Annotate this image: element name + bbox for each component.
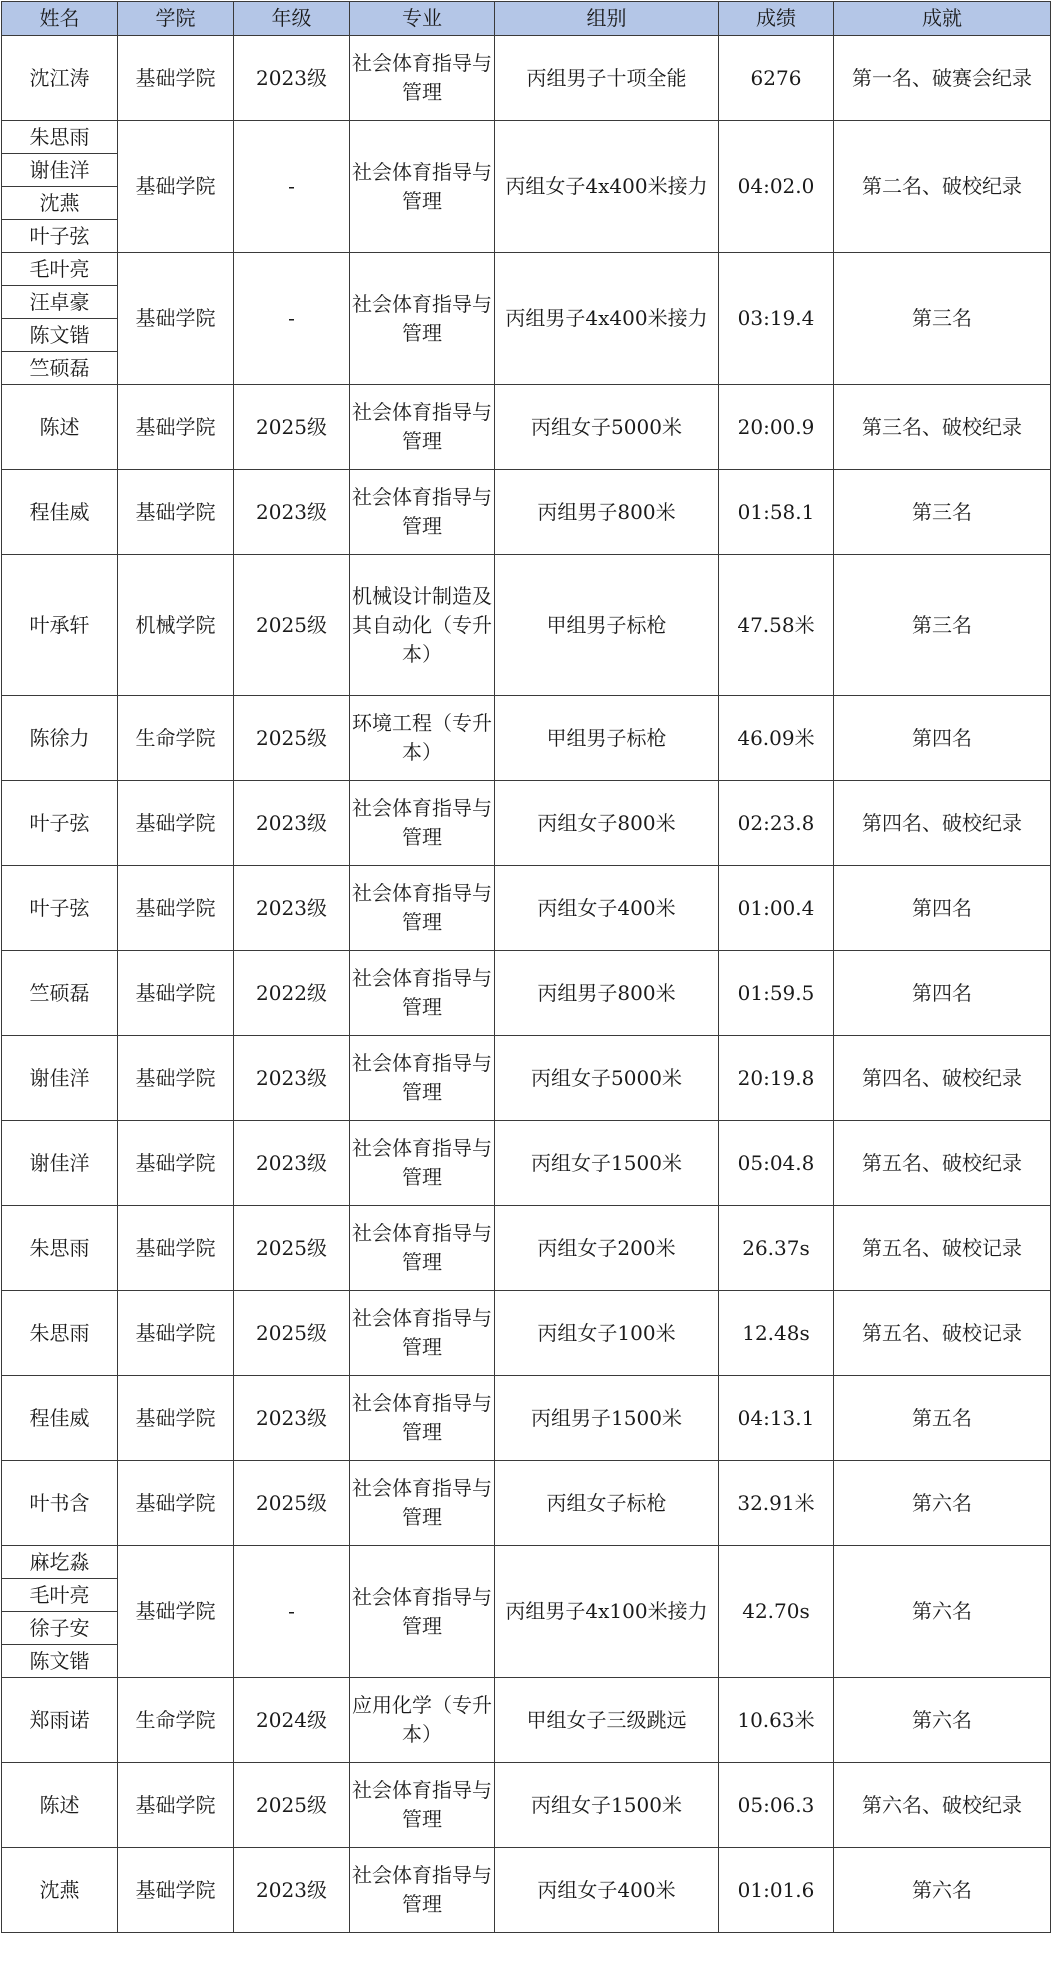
major-cell: 社会体育指导与管理 — [350, 866, 495, 951]
score-cell: 20:19.8 — [719, 1036, 834, 1121]
table-row — [2, 1848, 1051, 1933]
grade-cell: 2022级 — [234, 951, 350, 1036]
name-cell: 毛叶亮 — [2, 1579, 118, 1612]
table-row — [2, 253, 1051, 286]
table-row — [2, 1376, 1051, 1461]
name-cell: 叶子弦 — [2, 781, 118, 866]
major-cell: 环境工程（专升本） — [350, 696, 495, 781]
name-cell: 麻圪淼 — [2, 1546, 118, 1579]
group-cell: 甲组男子标枪 — [495, 555, 719, 696]
score-cell: 04:02.0 — [719, 121, 834, 253]
grade-cell: 2025级 — [234, 1461, 350, 1546]
achievement-cell: 第四名 — [834, 696, 1051, 781]
major-cell: 社会体育指导与管理 — [350, 253, 495, 385]
table-row — [2, 1036, 1051, 1121]
achievement-cell: 第五名、破校记录 — [834, 1206, 1051, 1291]
header-score: 成绩 — [719, 2, 834, 36]
college-cell: 生命学院 — [118, 1678, 234, 1763]
college-cell: 基础学院 — [118, 1848, 234, 1933]
college-cell: 基础学院 — [118, 866, 234, 951]
name-cell: 朱思雨 — [2, 1291, 118, 1376]
grade-cell: 2023级 — [234, 781, 350, 866]
major-cell: 机械设计制造及其自动化（专升本） — [350, 555, 495, 696]
major-cell: 社会体育指导与管理 — [350, 1121, 495, 1206]
achievement-cell: 第二名、破校纪录 — [834, 121, 1051, 253]
group-cell: 丙组男子十项全能 — [495, 36, 719, 121]
table-row — [2, 951, 1051, 1036]
header-college: 学院 — [118, 2, 234, 36]
score-cell: 01:59.5 — [719, 951, 834, 1036]
score-cell: 12.48s — [719, 1291, 834, 1376]
group-cell: 丙组男子1500米 — [495, 1376, 719, 1461]
achievement-cell: 第四名 — [834, 951, 1051, 1036]
college-cell: 基础学院 — [118, 1461, 234, 1546]
table-body — [2, 36, 1051, 1933]
achievement-cell: 第三名 — [834, 253, 1051, 385]
header-major: 专业 — [350, 2, 495, 36]
major-cell: 社会体育指导与管理 — [350, 1546, 495, 1678]
college-cell: 基础学院 — [118, 1291, 234, 1376]
table-row — [2, 696, 1051, 781]
table-row — [2, 1291, 1051, 1376]
major-cell: 社会体育指导与管理 — [350, 121, 495, 253]
name-cell: 竺硕磊 — [2, 951, 118, 1036]
name-cell: 叶书含 — [2, 1461, 118, 1546]
college-cell: 基础学院 — [118, 385, 234, 470]
grade-cell: 2024级 — [234, 1678, 350, 1763]
name-cell: 谢佳洋 — [2, 1121, 118, 1206]
table-row — [2, 1121, 1051, 1206]
score-cell: 01:00.4 — [719, 866, 834, 951]
table-row — [2, 555, 1051, 696]
group-cell: 丙组女子4x400米接力 — [495, 121, 719, 253]
name-cell: 毛叶亮 — [2, 253, 118, 286]
grade-cell: 2023级 — [234, 1376, 350, 1461]
group-cell: 丙组女子标枪 — [495, 1461, 719, 1546]
grade-cell: 2025级 — [234, 1763, 350, 1848]
header-grade: 年级 — [234, 2, 350, 36]
name-cell: 叶子弦 — [2, 866, 118, 951]
achievement-cell: 第三名 — [834, 555, 1051, 696]
college-cell: 基础学院 — [118, 1121, 234, 1206]
achievement-cell: 第六名 — [834, 1461, 1051, 1546]
name-cell: 叶子弦 — [2, 220, 118, 253]
group-cell: 丙组女子800米 — [495, 781, 719, 866]
college-cell: 基础学院 — [118, 1036, 234, 1121]
group-cell: 丙组男子4x400米接力 — [495, 253, 719, 385]
major-cell: 社会体育指导与管理 — [350, 1291, 495, 1376]
group-cell: 丙组女子1500米 — [495, 1763, 719, 1848]
college-cell: 基础学院 — [118, 1763, 234, 1848]
name-cell: 徐子安 — [2, 1612, 118, 1645]
name-cell: 程佳威 — [2, 1376, 118, 1461]
college-cell: 生命学院 — [118, 696, 234, 781]
score-cell: 02:23.8 — [719, 781, 834, 866]
grade-cell: 2023级 — [234, 866, 350, 951]
major-cell: 社会体育指导与管理 — [350, 1206, 495, 1291]
grade-cell: - — [234, 1546, 350, 1678]
name-cell: 叶承轩 — [2, 555, 118, 696]
major-cell: 社会体育指导与管理 — [350, 781, 495, 866]
name-cell: 陈文锴 — [2, 1645, 118, 1678]
achievement-cell: 第三名、破校纪录 — [834, 385, 1051, 470]
header-row — [2, 2, 1051, 36]
achievement-cell: 第六名 — [834, 1678, 1051, 1763]
group-cell: 丙组男子4x100米接力 — [495, 1546, 719, 1678]
major-cell: 社会体育指导与管理 — [350, 385, 495, 470]
group-cell: 丙组女子400米 — [495, 1848, 719, 1933]
name-cell: 沈燕 — [2, 187, 118, 220]
grade-cell: 2025级 — [234, 1291, 350, 1376]
name-cell: 程佳威 — [2, 470, 118, 555]
achievement-cell: 第六名 — [834, 1546, 1051, 1678]
achievement-cell: 第四名、破校纪录 — [834, 781, 1051, 866]
group-cell: 丙组男子800米 — [495, 470, 719, 555]
achievement-cell: 第五名、破校记录 — [834, 1291, 1051, 1376]
grade-cell: 2025级 — [234, 385, 350, 470]
score-cell: 03:19.4 — [719, 253, 834, 385]
college-cell: 基础学院 — [118, 1376, 234, 1461]
group-cell: 丙组男子800米 — [495, 951, 719, 1036]
college-cell: 机械学院 — [118, 555, 234, 696]
major-cell: 社会体育指导与管理 — [350, 951, 495, 1036]
header-group: 组别 — [495, 2, 719, 36]
name-cell: 郑雨诺 — [2, 1678, 118, 1763]
group-cell: 甲组女子三级跳远 — [495, 1678, 719, 1763]
score-cell: 20:00.9 — [719, 385, 834, 470]
grade-cell: 2025级 — [234, 696, 350, 781]
major-cell: 社会体育指导与管理 — [350, 1763, 495, 1848]
score-cell: 32.91米 — [719, 1461, 834, 1546]
table-row — [2, 1461, 1051, 1546]
achievement-cell: 第五名、破校纪录 — [834, 1121, 1051, 1206]
score-cell: 01:58.1 — [719, 470, 834, 555]
major-cell: 社会体育指导与管理 — [350, 470, 495, 555]
table-row — [2, 866, 1051, 951]
achievement-cell: 第六名 — [834, 1848, 1051, 1933]
score-cell: 01:01.6 — [719, 1848, 834, 1933]
grade-cell: 2023级 — [234, 1036, 350, 1121]
name-cell: 汪卓豪 — [2, 286, 118, 319]
group-cell: 丙组女子400米 — [495, 866, 719, 951]
name-cell: 谢佳洋 — [2, 154, 118, 187]
college-cell: 基础学院 — [118, 470, 234, 555]
major-cell: 社会体育指导与管理 — [350, 1848, 495, 1933]
table-row — [2, 121, 1051, 154]
table-row — [2, 781, 1051, 866]
table-row — [2, 470, 1051, 555]
name-cell: 朱思雨 — [2, 1206, 118, 1291]
name-cell: 陈述 — [2, 1763, 118, 1848]
table-row — [2, 1206, 1051, 1291]
group-cell: 丙组女子5000米 — [495, 1036, 719, 1121]
achievement-cell: 第四名 — [834, 866, 1051, 951]
score-cell: 05:04.8 — [719, 1121, 834, 1206]
group-cell: 丙组女子5000米 — [495, 385, 719, 470]
table-row — [2, 1678, 1051, 1763]
name-cell: 沈江涛 — [2, 36, 118, 121]
grade-cell: 2023级 — [234, 1848, 350, 1933]
name-cell: 陈述 — [2, 385, 118, 470]
name-cell: 竺硕磊 — [2, 352, 118, 385]
achievement-cell: 第四名、破校纪录 — [834, 1036, 1051, 1121]
achievement-cell: 第三名 — [834, 470, 1051, 555]
major-cell: 社会体育指导与管理 — [350, 1036, 495, 1121]
score-cell: 04:13.1 — [719, 1376, 834, 1461]
score-cell: 26.37s — [719, 1206, 834, 1291]
header-name: 姓名 — [2, 2, 118, 36]
major-cell: 应用化学（专升本） — [350, 1678, 495, 1763]
achievement-cell: 第一名、破赛会纪录 — [834, 36, 1051, 121]
score-cell: 42.70s — [719, 1546, 834, 1678]
grade-cell: - — [234, 253, 350, 385]
grade-cell: 2023级 — [234, 36, 350, 121]
grade-cell: - — [234, 121, 350, 253]
table-row — [2, 36, 1051, 121]
grade-cell: 2025级 — [234, 1206, 350, 1291]
major-cell: 社会体育指导与管理 — [350, 1461, 495, 1546]
table-row — [2, 1546, 1051, 1579]
grade-cell: 2025级 — [234, 555, 350, 696]
college-cell: 基础学院 — [118, 951, 234, 1036]
score-cell: 6276 — [719, 36, 834, 121]
name-cell: 陈文锴 — [2, 319, 118, 352]
college-cell: 基础学院 — [118, 1546, 234, 1678]
score-cell: 46.09米 — [719, 696, 834, 781]
score-cell: 10.63米 — [719, 1678, 834, 1763]
grade-cell: 2023级 — [234, 1121, 350, 1206]
college-cell: 基础学院 — [118, 36, 234, 121]
college-cell: 基础学院 — [118, 781, 234, 866]
name-cell: 陈徐力 — [2, 696, 118, 781]
college-cell: 基础学院 — [118, 1206, 234, 1291]
college-cell: 基础学院 — [118, 253, 234, 385]
table-row — [2, 385, 1051, 470]
major-cell: 社会体育指导与管理 — [350, 1376, 495, 1461]
group-cell: 丙组女子200米 — [495, 1206, 719, 1291]
college-cell: 基础学院 — [118, 121, 234, 253]
achievement-cell: 第六名、破校纪录 — [834, 1763, 1051, 1848]
group-cell: 甲组男子标枪 — [495, 696, 719, 781]
header-achievement: 成就 — [834, 2, 1051, 36]
achievement-cell: 第五名 — [834, 1376, 1051, 1461]
table-row — [2, 1763, 1051, 1848]
name-cell: 沈燕 — [2, 1848, 118, 1933]
results-table — [1, 1, 1051, 1933]
group-cell: 丙组女子100米 — [495, 1291, 719, 1376]
grade-cell: 2023级 — [234, 470, 350, 555]
major-cell: 社会体育指导与管理 — [350, 36, 495, 121]
group-cell: 丙组女子1500米 — [495, 1121, 719, 1206]
score-cell: 47.58米 — [719, 555, 834, 696]
score-cell: 05:06.3 — [719, 1763, 834, 1848]
name-cell: 谢佳洋 — [2, 1036, 118, 1121]
name-cell: 朱思雨 — [2, 121, 118, 154]
